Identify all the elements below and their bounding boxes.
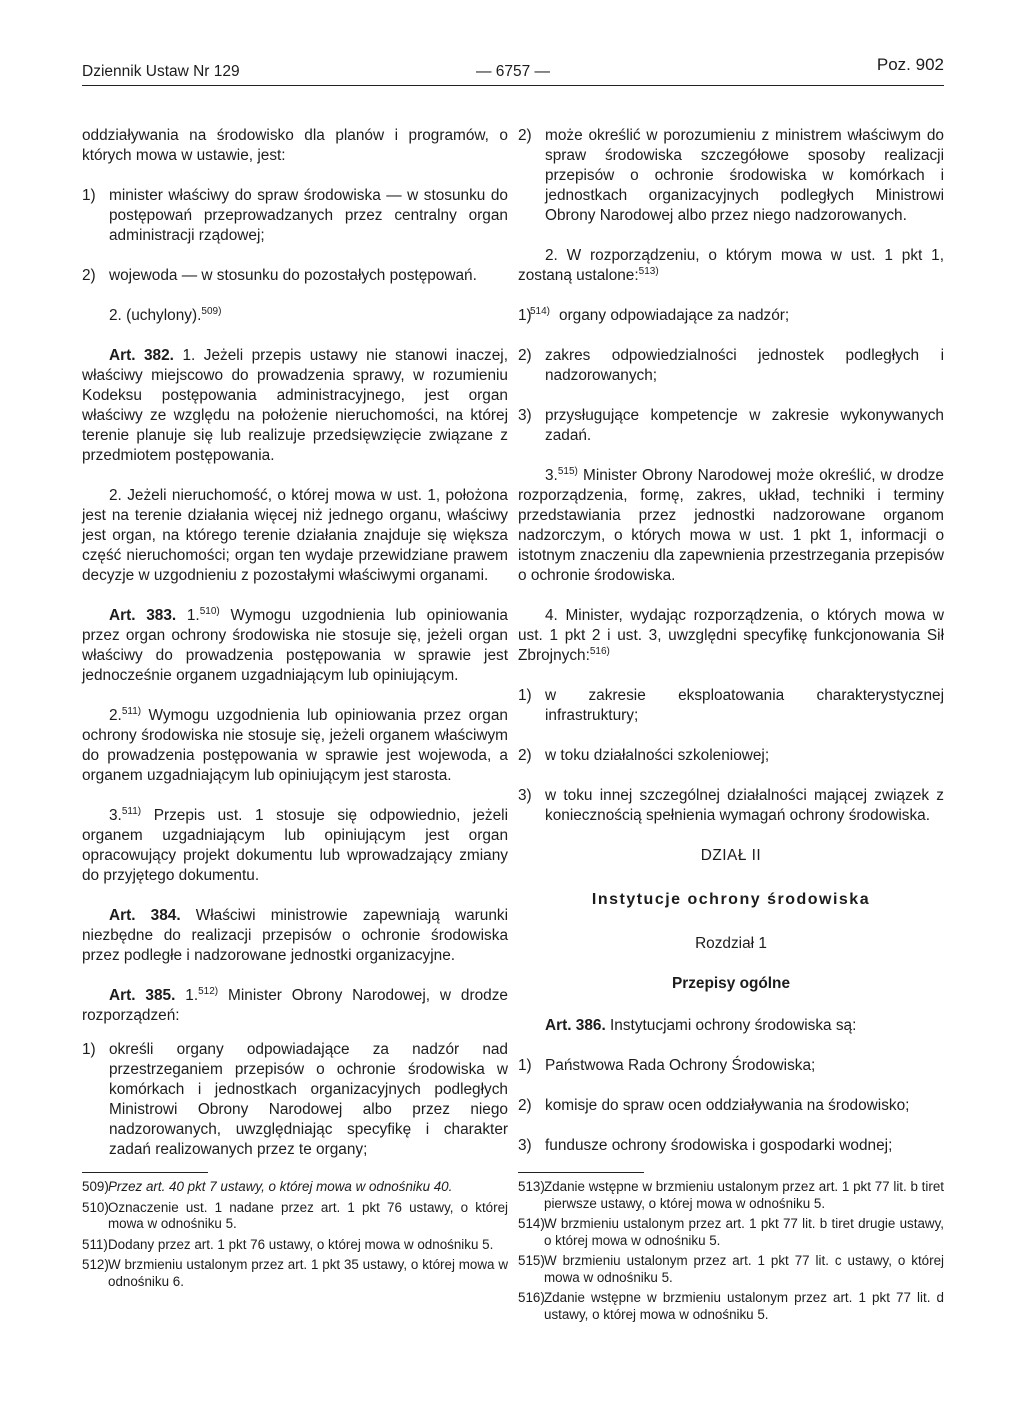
article-384: Art. 384. Właściwi ministrowie zapewniają warunki niezbędne do realizacji przepisów o ochronie środowiska przez podległe i nadzorowane jednostki organizacyjne.: [82, 907, 508, 964]
footnotes-right: [518, 1172, 944, 1323]
footnote-ref: 515): [557, 466, 578, 477]
list-item: [82, 266, 508, 286]
item-text: zakres odpowiedzialności jednostek podległych i nadzorowanych;: [545, 347, 944, 384]
paragraph-uchylony: 2. (uchylony).$^{509)}$: [109, 306, 222, 324]
list-item: [518, 1136, 944, 1156]
item-text: wojewoda — w stosunku do pozostałych postępowań.: [109, 267, 477, 284]
article-385: Art. 385. 1.$^{512)}$ Minister Obrony Narodowej, w drodze rozporządzeń:: [82, 986, 508, 1024]
item-text: minister właściwy do spraw środowiska — w stosunku do postępowań przeprowadzanych przez centralny organ administracji rządowej;: [109, 187, 508, 244]
footnote-ref: 510): [199, 606, 220, 617]
item-number: 1): [518, 1057, 532, 1074]
list-item: [518, 746, 944, 766]
article-label: Art. 385.: [109, 987, 176, 1004]
item-text: komisje do spraw ocen oddziaływania na środowisko;: [545, 1097, 910, 1114]
footnote: 516) Zdanie wstępne w brzmieniu ustalonym przez art. 1 pkt 77 lit. d ustawy, o której mowa w odnośniku 5.: [518, 1290, 944, 1322]
item-text: może określić w porozumieniu z ministrem właściwym do spraw środowiska szczegółowe sposoby realizacji przepisów o ochronie środowiska w komórkach i jednostkach organizacyjnych podległych Ministrowi Obrony Narodowej albo przez niego nadzorowanych.: [545, 127, 944, 224]
list-item: [518, 786, 944, 826]
page-header: [82, 55, 944, 86]
list-item: [518, 126, 944, 226]
article-382: Art. 382. 1. Jeżeli przepis ustawy nie stanowi inaczej, właściwy miejscowo do prowadzenia sprawy, w rozumieniu Kodeksu postępowania administracyjnego, jest organ właściwy ze względu na położenie nieruchomości, na której terenie planuje się lub realizuje przedsięwzięcie związane z przedmiotem postępowania.: [82, 347, 508, 464]
item-text: określi organy odpowiadające za nadzór nad przestrzeganiem przepisów o ochronie środowiska w komórkach i jednostkach organizacyjnych podległych Ministrowi Obrony Narodowej albo przez niego nadzorowanych, uwzględniając specyfikę i charakter zadań realizowanych przez te organy;: [109, 1041, 508, 1158]
article-386: Art. 386. Instytucjami ochrony środowiska są:: [545, 1017, 857, 1034]
footnote: 511) Dodany przez art. 1 pkt 76 ustawy, o której mowa w odnośniku 5.: [82, 1236, 494, 1252]
section-heading: DZIAŁ II: [700, 847, 762, 864]
article-383: Art. 383. 1.$^{510)}$ Wymogu uzgodnienia lub opiniowania przez organ ochrony środowiska nie stosuje się, jeżeli organ właściwy do prowadzenia postępowania w sprawie jest jednocześnie organem uzgadniającym lub opiniującym.: [82, 606, 508, 684]
list-item: [518, 306, 944, 326]
footnote: 515) W brzmieniu ustalonym przez art. 1 pkt 77 lit. c ustawy, o której mowa w odnośniku 5.: [518, 1253, 944, 1285]
article-label: Art. 386.: [545, 1017, 606, 1034]
paragraph-2: 2. W rozporządzeniu, o którym mowa w ust. 1 pkt 1, zostaną ustalone:$^{513)}$: [518, 247, 944, 284]
footnote-ref: 516): [589, 646, 610, 657]
chapter-title: Przepisy ogólne: [671, 975, 791, 992]
footnote-ref: 511): [121, 706, 142, 717]
footnotes-left: [82, 1172, 508, 1290]
footnote-ref: 509): [201, 306, 222, 317]
article-382-paragraph-2: 2. Jeżeli nieruchomość, o której mowa w ust. 1, położona jest na terenie działania więcej niż jednego organu, właściwy jest organ, na którego terenie działania znajduje się większa część nieruchomości; organ ten wydaje przewidziane prawem decyzje w uzgodnieniu z pozostałymi właściwymi organami.: [82, 487, 508, 584]
item-number: 1): [82, 187, 96, 204]
chapter-heading: Rozdział 1: [695, 935, 767, 952]
item-text: przysługujące kompetencje w zakresie wykonywanych zadań.: [545, 407, 944, 444]
item-text: w toku innej szczególnej działalności mającej związek z koniecznością spełnienia wymagań ochrony środowiska.: [545, 787, 944, 824]
footnote: 513) Zdanie wstępne w brzmieniu ustalonym przez art. 1 pkt 77 lit. b tiret pierwsze ustawy, o której mowa w odnośniku 5.: [518, 1179, 944, 1211]
intro-text: oddziaływania na środowisko dla planów i programów, o których mowa w ustawie, jest:: [82, 127, 508, 164]
item-text: Państwowa Rada Ochrony Środowiska;: [545, 1057, 816, 1074]
item-number: 1): [518, 307, 532, 324]
article-label: Art. 383.: [109, 607, 177, 624]
footnote-divider: [518, 1172, 644, 1173]
item-text: organy odpowiadające za nadzór;: [559, 307, 790, 324]
item-number: 2): [518, 1097, 532, 1114]
footnote-ref: 514): [530, 306, 551, 317]
page-number: — 6757 —: [475, 63, 551, 80]
footnote-ref: 511): [121, 806, 142, 817]
list-item: [518, 1096, 944, 1116]
list-item: [82, 1040, 508, 1160]
left-column: [82, 126, 508, 1302]
list-item: [82, 186, 508, 246]
footnote: 510) Oznaczenie ust. 1 nadane przez art. 1 pkt 76 ustawy, o której mowa w odnośniku 5.: [82, 1199, 508, 1231]
item-number: 1): [518, 687, 532, 704]
item-number: 3): [518, 787, 532, 804]
item-number: 2): [82, 267, 96, 284]
footnote: 509) Przez art. 40 pkt 7 ustawy, o której mowa w odnośniku 40.: [82, 1179, 453, 1194]
article-label: Art. 384.: [109, 907, 181, 924]
item-text: fundusze ochrony środowiska i gospodarki wodnej;: [545, 1137, 893, 1154]
footnote-ref: 512): [198, 986, 219, 997]
footnote: 512) W brzmieniu ustalonym przez art. 1 pkt 35 ustawy, o której mowa w odnośniku 6.: [82, 1257, 508, 1289]
list-item: [518, 406, 944, 446]
footnote: 514) W brzmieniu ustalonym przez art. 1 pkt 77 lit. b tiret drugie ustawy, o której mowa w odnośniku 5.: [518, 1216, 944, 1248]
item-number: 1): [82, 1041, 96, 1058]
section-title: Instytucje ochrony środowiska: [591, 891, 871, 908]
right-column: [518, 126, 944, 1327]
item-number: 2): [518, 127, 532, 144]
item-number: 3): [518, 407, 532, 424]
journal-title: Dziennik Ustaw Nr 129: [82, 63, 240, 80]
article-383-paragraph-3: 3.$^{511)}$ Przepis ust. 1 stosuje się odpowiednio, jeżeli organem uzgadniającym lub opiniującym jest organ opracowujący projekt dokumentu lub wprowadzający zmiany do przyjętego dokumentu.: [82, 806, 509, 884]
list-item: [518, 1056, 944, 1076]
list-item: [518, 686, 944, 726]
paragraph-3: 3.$^{515)}$ Minister Obrony Narodowej może określić, w drodze rozporządzenia, formę, zakres, układ, techniki i terminy przedstawiania przez jednostki nadzorowane organom nadzorczym, o których mowa w ust. 1 pkt 1, informacji o istotnym znaczeniu dla zapewnienia przestrzegania przepisów o ochronie środowiska.: [518, 466, 944, 584]
item-text: w zakresie eksploatowania charakterystycznej infrastruktury;: [545, 687, 944, 724]
item-number: 2): [518, 747, 532, 764]
article-383-paragraph-2: 2.$^{511)}$ Wymogu uzgodnienia lub opiniowania przez organ ochrony środowiska nie stosuje się, jeżeli organem właściwym do prowadzenia postępowania w sprawie jest wojewoda, a organem uzgadniającym lub opiniującym jest starosta.: [82, 706, 508, 784]
footnote-ref: 513): [638, 266, 659, 277]
position-number: Poz. 902: [876, 55, 944, 74]
item-text: w toku działalności szkoleniowej;: [545, 747, 770, 764]
item-number: 2): [518, 347, 532, 364]
list-item: [518, 346, 944, 386]
item-number: 3): [518, 1137, 532, 1154]
article-label: Art. 382.: [109, 347, 174, 364]
paragraph-4: 4. Minister, wydając rozporządzenia, o których mowa w ust. 1 pkt 2 i ust. 3, uwzględni specyfikę funkcjonowania Sił Zbrojnych:$^{516)}$: [518, 607, 944, 664]
footnote-divider: [82, 1172, 208, 1173]
